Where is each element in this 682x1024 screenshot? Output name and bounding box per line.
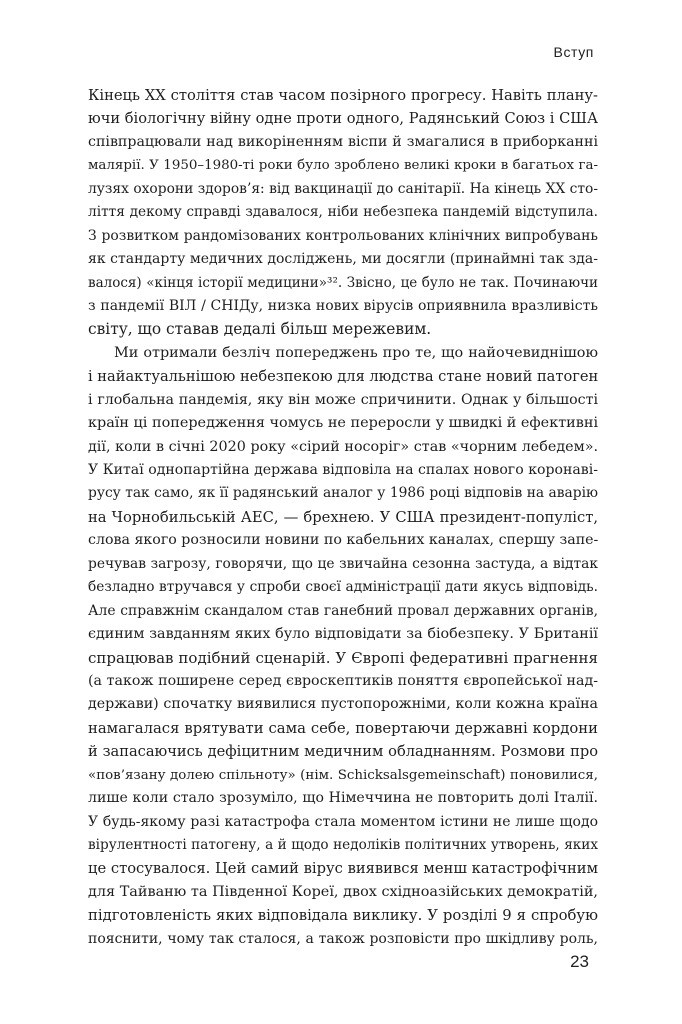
text-line: безладно втручався у спроби своєї адміністрації дати якусь відповідь. <box>88 579 598 596</box>
text-line: вірулентності патогену, а й щодо недоліків політичних утворень, яких <box>88 837 598 853</box>
text-line: У будь-якому разі катастрофа стала моментом істини не лише щодо <box>88 813 598 830</box>
text-line: для Тайваню та Південної Кореї, двох східноазійських демократій, <box>88 883 598 900</box>
text-line: як стандарту медичних досліджень, ми досягли (принаймні так зда- <box>88 251 598 268</box>
text-line: (а також поширене серед євроскептиків поняття європейської над- <box>88 672 598 689</box>
text-line: русу так само, як її радянський аналог у 1986 році відповів на аварію <box>88 485 598 502</box>
text-line: лише коли стало зрозуміло, що Німеччина не повторить долі Італії. <box>88 790 598 807</box>
text-line: й запасаючись дефіцитним медичним обладнанням. Розмови про <box>88 743 598 761</box>
text-line: держави) спочатку виявилися пустопорожніми, коли кожна країна <box>88 696 598 713</box>
text-line: малярії. У 1950–1980-ті роки було зроблено великі кроки в багатьох га- <box>88 158 598 174</box>
text-line: намагалася врятувати сама себе, повертаючи державні кордони <box>88 719 598 737</box>
text-line: З розвитком рандомізованих контрольованих клінічних випробувань <box>88 227 598 244</box>
text-line: речував загрозу, говорячи, що це звичайна сезонна застуда, а відтак <box>88 555 598 572</box>
text-line: з пандемії ВІЛ / СНІДу, низка нових вірусів оприявнила вразливість <box>88 297 598 314</box>
text-line: ліття декому справді здавалося, ніби небезпека пандемій відступила. <box>88 204 598 221</box>
text-line: Але справжнім скандалом став ганебний провал державних органів, <box>88 602 598 619</box>
text-line: це стосувалося. Цей самий вірус виявився менш катастрофічним <box>88 860 598 878</box>
text-line: Ми отримали безліч попереджень про те, що найочевиднішою <box>114 344 598 361</box>
text-line: і глобальна пандемія, яку він може спричинити. Однак у більшості <box>88 391 598 408</box>
text-line: співпрацювали над викоріненням віспи й змагалися в приборканні <box>88 133 598 150</box>
text-line: Кінець ХХ століття став часом позірного прогресу. Навіть плану- <box>88 87 598 104</box>
text-line: єдиним завданням яких було відповідати за біобезпеку. У Британії <box>88 626 598 643</box>
text-line: спрацював подібний сценарій. У Європі федеративні прагнення <box>88 648 598 667</box>
text-line: «пов’язану долею спільноту» (нім. Schicksalsgemeinschaft) поновилися, <box>88 767 598 783</box>
page-number: 23 <box>570 952 589 971</box>
text-line: дії, коли в січні 2020 року «сірий носоріг» став «чорним лебедем». <box>88 438 598 455</box>
text-line: валося) «кінця історії медицини»³². Звісно, це було не так. Починаючи <box>88 274 598 291</box>
text-line: підготовленість яких відповідала виклику. У розділі 9 я спробую <box>88 907 598 925</box>
text-line: і найактуальнішою небезпекою для людства стане новий патоген <box>88 368 599 386</box>
text-line: світу, що ставав дедалі більш мережевим. <box>88 320 432 339</box>
text-line: лузях охорони здоров’я: від вакцинації до санітарії. На кінець ХХ сто- <box>88 180 598 197</box>
running-header: Вступ <box>553 44 594 60</box>
text-line: У Китаї однопартійна держава відповіла на спалах нового коронаві- <box>88 462 598 478</box>
text-line: ючи біологічну війну одне проти одного, Радянський Союз і США <box>88 110 598 128</box>
text-line: на Чорнобильській АЕС, — брехнею. У США президент-популіст, <box>88 508 598 526</box>
text-line: країн ці попередження чомусь не переросли у швидкі й ефективні <box>88 415 599 432</box>
text-line: пояснити, чому так сталося, а також розповісти про шкідливу роль, <box>88 930 598 947</box>
body-text <box>88 84 598 951</box>
text-line: слова якого розносили новини по кабельних каналах, спершу запе- <box>88 532 599 549</box>
